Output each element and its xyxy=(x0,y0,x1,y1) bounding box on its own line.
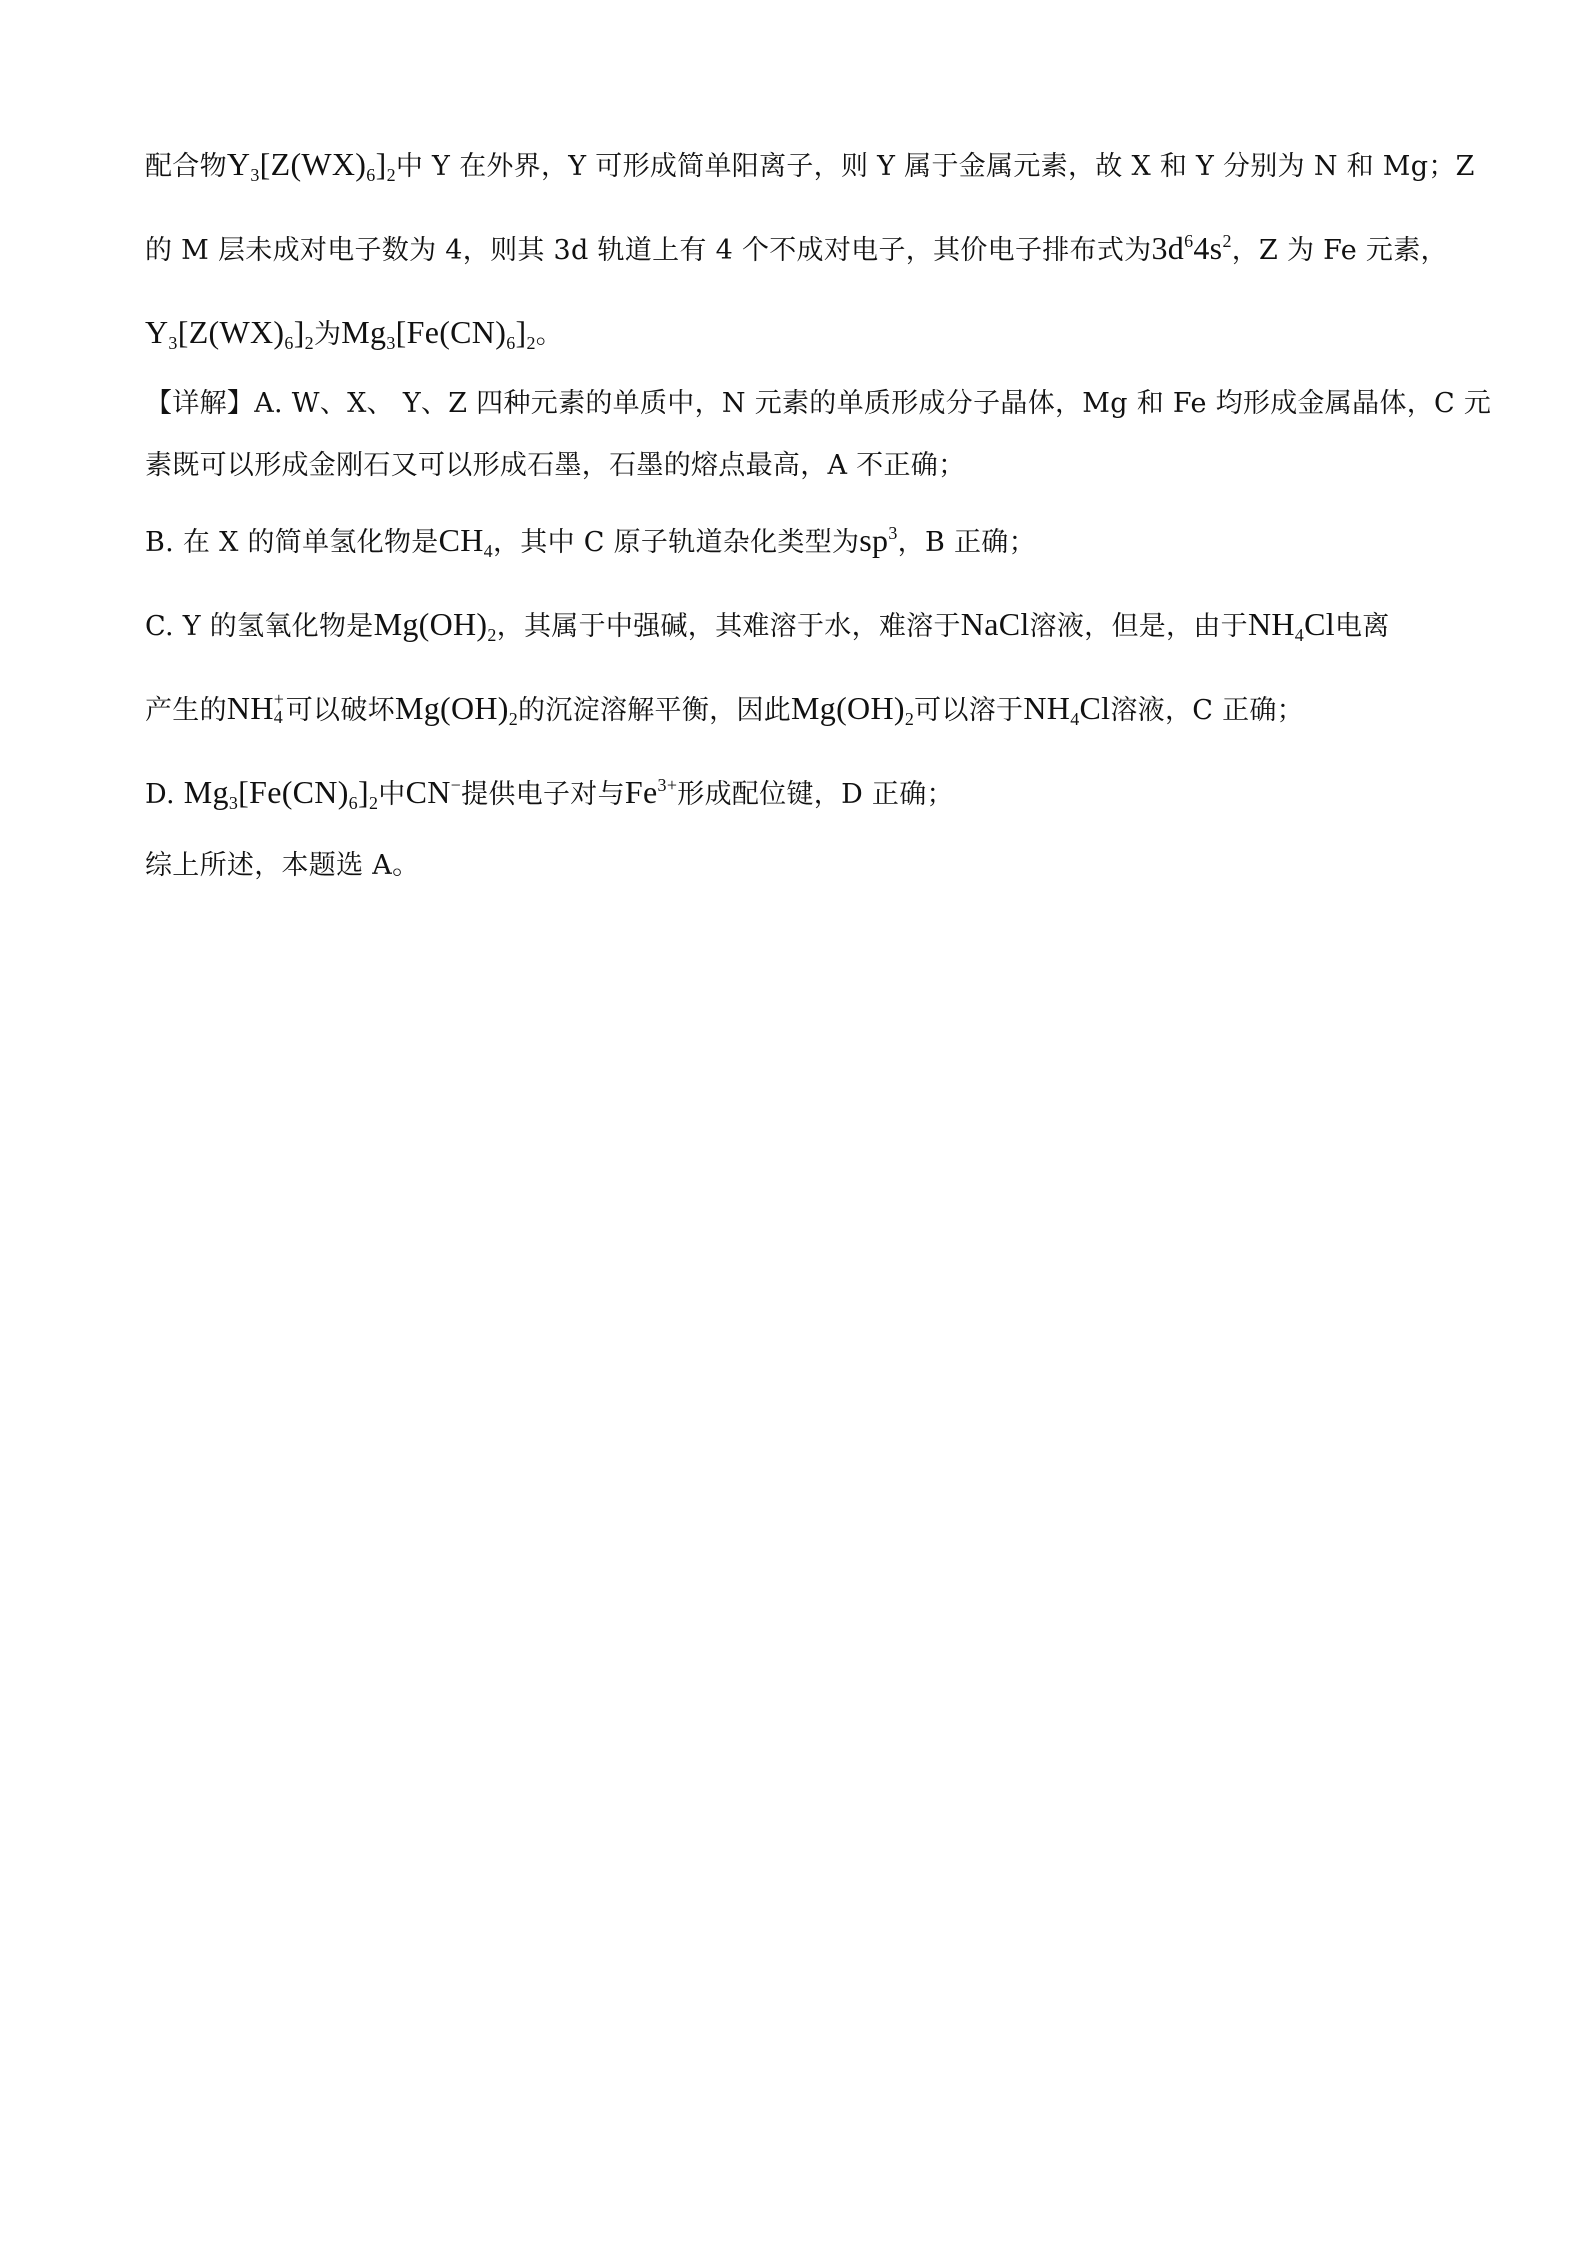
text: 中 xyxy=(378,779,406,810)
paragraph-line-6 xyxy=(145,522,1036,561)
paragraph-line-7 xyxy=(145,606,1390,645)
text: 中 Y 在外界，Y 可形成简单阳离子，则 Y 属于金属元素，故 X 和 Y 分别为 N 和 Mg；Z xyxy=(395,151,1475,182)
text: 电离 xyxy=(1334,611,1390,642)
text: 的 M 层未成对电子数为 4，则其 3d 轨道上有 4 个不成对电子，其价电子排布式为 xyxy=(145,235,1152,266)
text: 溶液，C 正确； xyxy=(1110,695,1304,726)
formula-nh4cl: $NH_4Cl$ xyxy=(1023,690,1111,729)
formula-ch4: $CH_4$ xyxy=(438,522,493,561)
formula-nh4cl: $NH_4Cl$ xyxy=(1247,606,1335,645)
formula-mg-oh-2: $Mg(OH)_2$ xyxy=(373,606,497,645)
text: ，其中 C 原子轨道杂化类型为 xyxy=(492,527,860,558)
text: 。 xyxy=(535,319,564,350)
text: 配合物 xyxy=(145,151,227,182)
formula-mg-oh-2: $Mg(OH)_2$ xyxy=(394,690,519,729)
formula-nacl: NaCl xyxy=(960,606,1030,642)
formula-mg3-fe-cn6-2: $Mg_3[Fe(CN)_6]_2$ xyxy=(341,314,536,353)
text: 【详解】A. W、X、 Y、Z 四种元素的单质中，N 元素的单质形成分子晶体，Mg 和 Fe 均形成金属晶体，C 元 xyxy=(145,388,1492,419)
formula-cn-minus: CN− xyxy=(405,774,462,810)
paragraph-line-2 xyxy=(145,230,1448,269)
text: 素既可以形成金刚石又可以形成石墨，石墨的熔点最高，A 不正确； xyxy=(145,450,966,481)
formula-mg3-fe-cn6-2: $Mg_3[Fe(CN)_6]_2$ xyxy=(183,774,379,813)
text: ，其属于中强碱，其难溶于水，难溶于 xyxy=(496,611,961,642)
text: 产生的 xyxy=(145,695,227,726)
text: 提供电子对与 xyxy=(461,779,625,810)
text: 可以溶于 xyxy=(914,695,1024,726)
paragraph-line-4 xyxy=(145,386,1491,422)
paragraph-line-5 xyxy=(145,448,965,484)
paragraph-line-10 xyxy=(145,848,419,884)
text: 综上所述，本题选 A。 xyxy=(145,850,420,881)
formula-mg-oh-2: $Mg(OH)_2$ xyxy=(791,690,915,729)
paragraph-line-1 xyxy=(145,146,1475,185)
text: 为 xyxy=(313,319,342,350)
formula-y3-z-wx6-2: $Y_3[Z(WX)_6]_2$ xyxy=(145,314,314,353)
text: B. 在 X 的简单氢化物是 xyxy=(145,527,439,558)
text: ，Z 为 Fe 元素， xyxy=(1231,235,1448,266)
formula-electron-config: $3d^64s^2$ xyxy=(1151,230,1232,266)
text: D. xyxy=(145,779,184,810)
text: 溶液，但是，由于 xyxy=(1029,611,1248,642)
text: 形成配位键，D 正确； xyxy=(677,779,954,810)
paragraph-line-9 xyxy=(145,774,954,813)
text: 的沉淀溶解平衡，因此 xyxy=(518,695,792,726)
paragraph-line-8 xyxy=(145,690,1304,729)
formula-nh4-plus: NH + 4 xyxy=(226,689,285,727)
formula-sp3: $sp^3$ xyxy=(859,522,898,558)
paragraph-line-3 xyxy=(145,314,563,353)
text: C. Y 的氢氧化物是 xyxy=(145,611,374,642)
text: 可以破坏 xyxy=(285,695,395,726)
text: ，B 正确； xyxy=(897,527,1036,558)
formula-fe3-plus: $Fe^{3+}$ xyxy=(624,774,678,810)
formula-y3-z-wx6-2: $Y_3[Z(WX)_6]_2$ xyxy=(226,146,396,185)
